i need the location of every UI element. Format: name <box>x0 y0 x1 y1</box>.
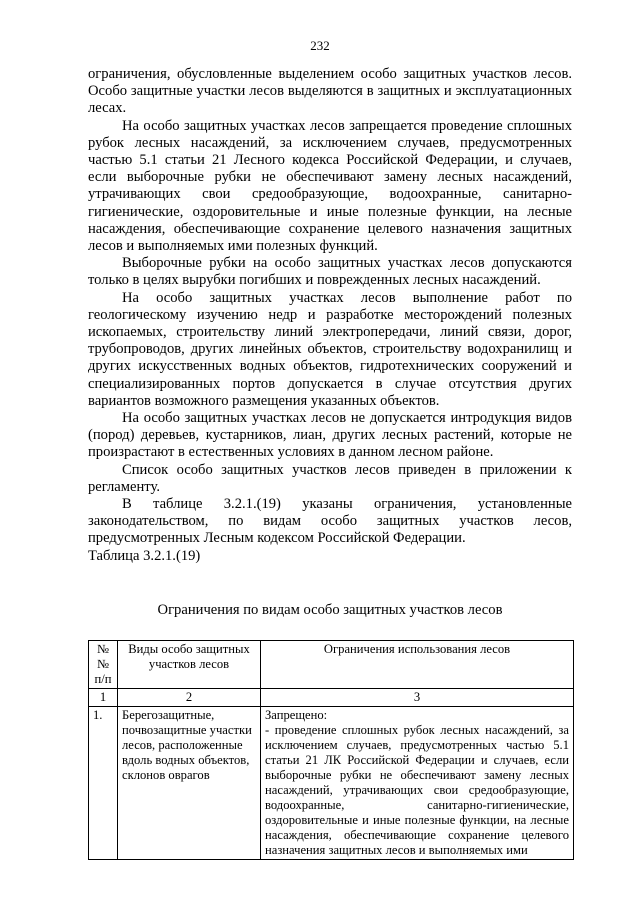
table-header-row <box>89 641 574 689</box>
column-number: 1 <box>89 689 118 707</box>
row-number: 1. <box>89 707 118 860</box>
restrictions-table <box>88 640 574 860</box>
header-number: №№ п/п <box>89 641 118 689</box>
table-title: Ограничения по видам особо защитных участков лесов <box>157 602 503 618</box>
restrictions-text: - проведение сплошных рубок лесных насаждений, за исключением случаев, предусмотренных частью 5.1 статьи 21 ЛК Российской Федерации и случаев, если выборочные рубки не обеспечивают замену лесных насаждений, утрачивающих свои средообразующие, водоохранные, санитарно-гигиенические, оздоровительные и иные полезные функции, на лесные насаждения, обеспечивающие сохранение целевого назначения защитных лесов и выполняемых ими <box>265 723 569 857</box>
row-restrictions <box>261 707 574 860</box>
paragraph: ограничения, обусловленные выделением особо защитных участков лесов. Особо защитные участки лесов выделяются в защитных и эксплуатационных лесах. <box>88 66 572 117</box>
row-type: Берегозащитные, почвозащитные участки лесов, расположенные вдоль водных объектов, склонов оврагов <box>118 707 261 860</box>
paragraph: На особо защитных участках лесов выполнение работ по геологическому изучению недр и разработке месторождений полезных ископаемых, строительству линий электропередачи, линий связи, дорог, трубопроводов, других линейных объектов, строительству водохранилищ и других искусственных водных объектов, гидротехнических сооружений и специализированных портов допускается в случае отсутствия других вариантов возможного размещения указанных объектов. <box>88 289 572 409</box>
header-restrictions: Ограничения использования лесов <box>261 641 574 689</box>
paragraph: На особо защитных участках лесов не допускается интродукция видов (пород) деревьев, кустарников, лиан, других лесных растений, которые не произрастают в естественных условиях в данном лесном районе. <box>88 410 572 461</box>
paragraph: В таблице 3.2.1.(19) указаны ограничения, установленные законодательством, по видам особо защитных участков лесов, предусмотренных Лесным кодексом Российской Федерации. <box>88 496 572 547</box>
table-column-numbers-row <box>89 689 574 707</box>
paragraph: На особо защитных участках лесов запрещается проведение сплошных рубок лесных насаждений, за исключением случаев, предусмотренных частью 5.1 статьи 21 Лесного кодекса Российской Федерации, и случаев, если выборочные рубки не обеспечивают замену лесных насаждений, утрачивающих свои средообразующие, водоохранные, санитарно-гигиенические, оздоровительные и иные полезные функции, на лесные насаждения, обеспечивающие сохранение целевого назначения защитных лесов и выполняемых ими полезных функций. <box>88 117 572 255</box>
paragraph: Выборочные рубки на особо защитных участках лесов допускаются только в целях вырубки погибших и поврежденных лесных насаждений. <box>88 255 572 289</box>
paragraph: Список особо защитных участков лесов приведен в приложении к регламенту. <box>88 461 572 495</box>
header-type: Виды особо защитных участков лесов <box>118 641 261 689</box>
table-reference: Таблица 3.2.1.(19) <box>88 547 201 564</box>
restrictions-heading: Запрещено: <box>265 708 328 722</box>
table-row <box>89 707 574 860</box>
page-number: 232 <box>310 38 330 53</box>
column-number: 3 <box>261 689 574 707</box>
body-text <box>88 66 572 565</box>
column-number: 2 <box>118 689 261 707</box>
